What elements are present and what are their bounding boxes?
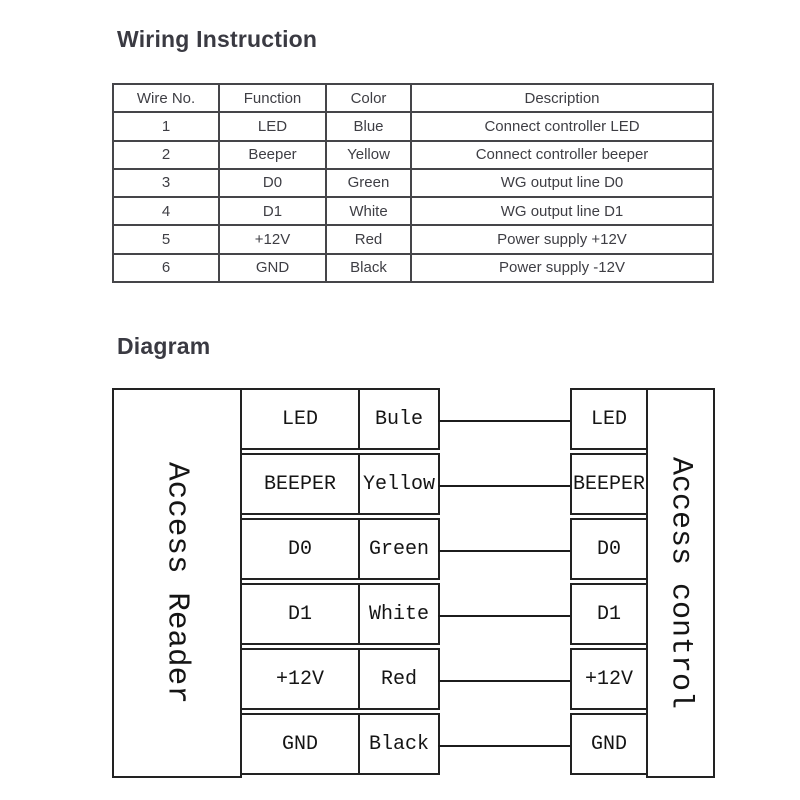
cell-wire-no: 5 xyxy=(113,225,219,253)
table-header-row xyxy=(113,84,713,112)
function-cell: +12V xyxy=(240,648,360,710)
cell-color: Green xyxy=(326,169,411,197)
controller-pin-cell: GND xyxy=(570,713,648,775)
controller-pin-cell: +12V xyxy=(570,648,648,710)
wire-line xyxy=(438,615,572,617)
function-cell: GND xyxy=(240,713,360,775)
cell-function: GND xyxy=(219,254,326,282)
cell-description: Connect controller LED xyxy=(411,112,713,140)
wire-color-cell: White xyxy=(358,583,440,645)
cell-function: D0 xyxy=(219,169,326,197)
header-function: Function xyxy=(219,84,326,112)
cell-description: Connect controller beeper xyxy=(411,141,713,169)
wire-line xyxy=(438,550,572,552)
diagram-title: Diagram xyxy=(117,333,211,359)
cell-wire-no: 6 xyxy=(113,254,219,282)
cell-wire-no: 1 xyxy=(113,112,219,140)
table-row xyxy=(113,169,713,197)
function-cell: D1 xyxy=(240,583,360,645)
table-row xyxy=(113,197,713,225)
cell-color: Red xyxy=(326,225,411,253)
access-reader-label: Access Reader xyxy=(159,462,195,704)
table-row xyxy=(113,225,713,253)
cell-function: LED xyxy=(219,112,326,140)
function-cell: D0 xyxy=(240,518,360,580)
cell-color: White xyxy=(326,197,411,225)
access-control-box xyxy=(646,388,715,778)
cell-description: Power supply -12V xyxy=(411,254,713,282)
table-row xyxy=(113,254,713,282)
cell-description: Power supply +12V xyxy=(411,225,713,253)
cell-wire-no: 2 xyxy=(113,141,219,169)
wire-color-cell: Yellow xyxy=(358,453,440,515)
cell-wire-no: 3 xyxy=(113,169,219,197)
header-description: Description xyxy=(411,84,713,112)
table-row xyxy=(113,141,713,169)
table-row xyxy=(113,112,713,140)
controller-pin-cell: D1 xyxy=(570,583,648,645)
wire-color-cell: Red xyxy=(358,648,440,710)
function-cell: BEEPER xyxy=(240,453,360,515)
cell-function: +12V xyxy=(219,225,326,253)
controller-pin-cell: D0 xyxy=(570,518,648,580)
cell-function: D1 xyxy=(219,197,326,225)
cell-function: Beeper xyxy=(219,141,326,169)
wiring-instruction-title: Wiring Instruction xyxy=(117,26,318,52)
wire-line xyxy=(438,485,572,487)
header-color: Color xyxy=(326,84,411,112)
controller-pin-cell: BEEPER xyxy=(570,453,648,515)
controller-pin-cell: LED xyxy=(570,388,648,450)
cell-color: Black xyxy=(326,254,411,282)
wire-color-cell: Bule xyxy=(358,388,440,450)
header-wire-no: Wire No. xyxy=(113,84,219,112)
access-reader-box xyxy=(112,388,242,778)
cell-description: WG output line D0 xyxy=(411,169,713,197)
wire-line xyxy=(438,745,572,747)
cell-color: Yellow xyxy=(326,141,411,169)
wiring-table xyxy=(112,83,714,283)
wire-color-cell: Black xyxy=(358,713,440,775)
wire-line xyxy=(438,680,572,682)
wire-line xyxy=(438,420,572,422)
cell-color: Blue xyxy=(326,112,411,140)
function-cell: LED xyxy=(240,388,360,450)
access-control-label: Access control xyxy=(663,456,698,710)
cell-wire-no: 4 xyxy=(113,197,219,225)
cell-description: WG output line D1 xyxy=(411,197,713,225)
wire-color-cell: Green xyxy=(358,518,440,580)
